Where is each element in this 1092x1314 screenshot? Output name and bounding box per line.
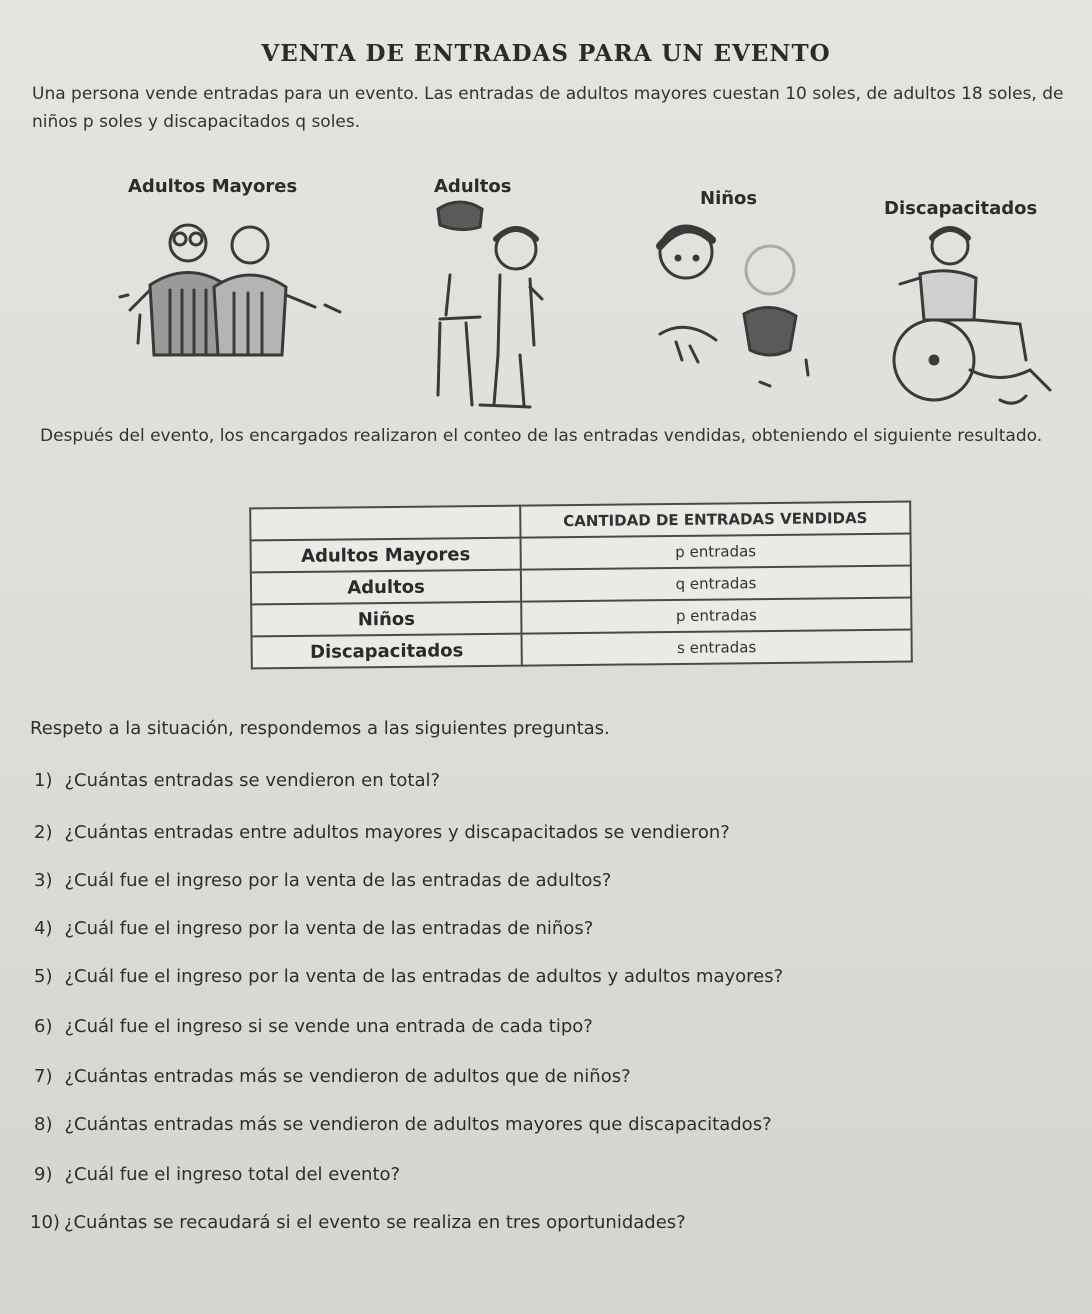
elderly-couple-illustration <box>110 215 360 375</box>
question-item <box>34 770 440 791</box>
question-item <box>34 918 593 939</box>
row-value: q entradas <box>521 566 911 602</box>
question-text: ¿Cuál fue el ingreso si se vende una entrada de cada tipo? <box>64 1016 593 1037</box>
question-text: ¿Cuántas entradas se vendieron en total? <box>64 770 441 791</box>
question-item <box>34 1114 772 1135</box>
question-text: ¿Cuál fue el ingreso por la venta de las entradas de adultos? <box>64 870 612 891</box>
question-number: 10) <box>30 1212 60 1233</box>
question-number: 1) <box>34 770 53 791</box>
question-text: ¿Cuántas entradas entre adultos mayores y discapacitados se vendieron? <box>64 822 730 843</box>
question-number: 2) <box>34 822 53 843</box>
question-item <box>34 822 730 843</box>
wheelchair-person-illustration <box>880 220 1060 415</box>
row-value: p entradas <box>521 598 911 634</box>
label-ninos: Niños <box>700 188 758 209</box>
question-number: 4) <box>34 918 53 939</box>
question-text: ¿Cuántas entradas más se vendieron de adultos que de niños? <box>64 1066 631 1087</box>
question-item <box>34 966 783 987</box>
row-value: s entradas <box>522 630 912 666</box>
adults-illustration <box>420 195 560 415</box>
row-label: Adultos Mayores <box>251 538 521 573</box>
children-illustration <box>620 210 840 400</box>
question-text: ¿Cuál fue el ingreso por la venta de las entradas de adultos y adultos mayores? <box>64 966 784 987</box>
question-number: 6) <box>34 1016 53 1037</box>
row-value: p entradas <box>521 534 911 570</box>
page-title: VENTA DE ENTRADAS PARA UN EVENTO <box>261 40 831 67</box>
table-header: CANTIDAD DE ENTRADAS VENDIDAS <box>520 502 910 538</box>
question-item <box>34 1016 593 1037</box>
results-intro-paragraph: Después del evento, los encargados realizaron el conteo de las entradas vendidas, obteniendo el siguiente resultado. <box>40 426 1043 446</box>
tickets-sold-table <box>249 501 913 670</box>
question-item <box>34 870 611 891</box>
question-text: ¿Cuántas se recaudará si el evento se realiza en tres oportunidades? <box>63 1212 686 1233</box>
question-item <box>34 1164 400 1185</box>
question-text: ¿Cuál fue el ingreso por la venta de las entradas de niños? <box>64 918 594 939</box>
question-text: ¿Cuántas entradas más se vendieron de adultos mayores que discapacitados? <box>64 1114 772 1135</box>
question-number: 3) <box>34 870 53 891</box>
question-item <box>34 1066 631 1087</box>
question-text: ¿Cuál fue el ingreso total del evento? <box>64 1164 401 1185</box>
row-label: Discapacitados <box>252 634 522 669</box>
question-number: 9) <box>34 1164 53 1185</box>
label-discapacitados: Discapacitados <box>884 198 1038 219</box>
question-number: 8) <box>34 1114 53 1135</box>
table-header-empty-cell <box>250 506 520 541</box>
question-number: 7) <box>34 1066 53 1087</box>
intro-paragraph: Una persona vende entradas para un evento. Las entradas de adultos mayores cuestan 10 soles, de adultos 18 soles, de niños p soles y discapacitados q soles. <box>32 84 1064 132</box>
question-number: 5) <box>34 966 53 987</box>
label-adultos: Adultos <box>434 176 512 197</box>
questions-intro: Respeto a la situación, respondemos a las siguientes preguntas. <box>30 718 610 739</box>
row-label: Niños <box>251 602 521 637</box>
row-label: Adultos <box>251 570 521 605</box>
label-adultos-mayores: Adultos Mayores <box>128 176 298 197</box>
table-row <box>252 630 912 669</box>
question-item <box>30 1212 686 1233</box>
